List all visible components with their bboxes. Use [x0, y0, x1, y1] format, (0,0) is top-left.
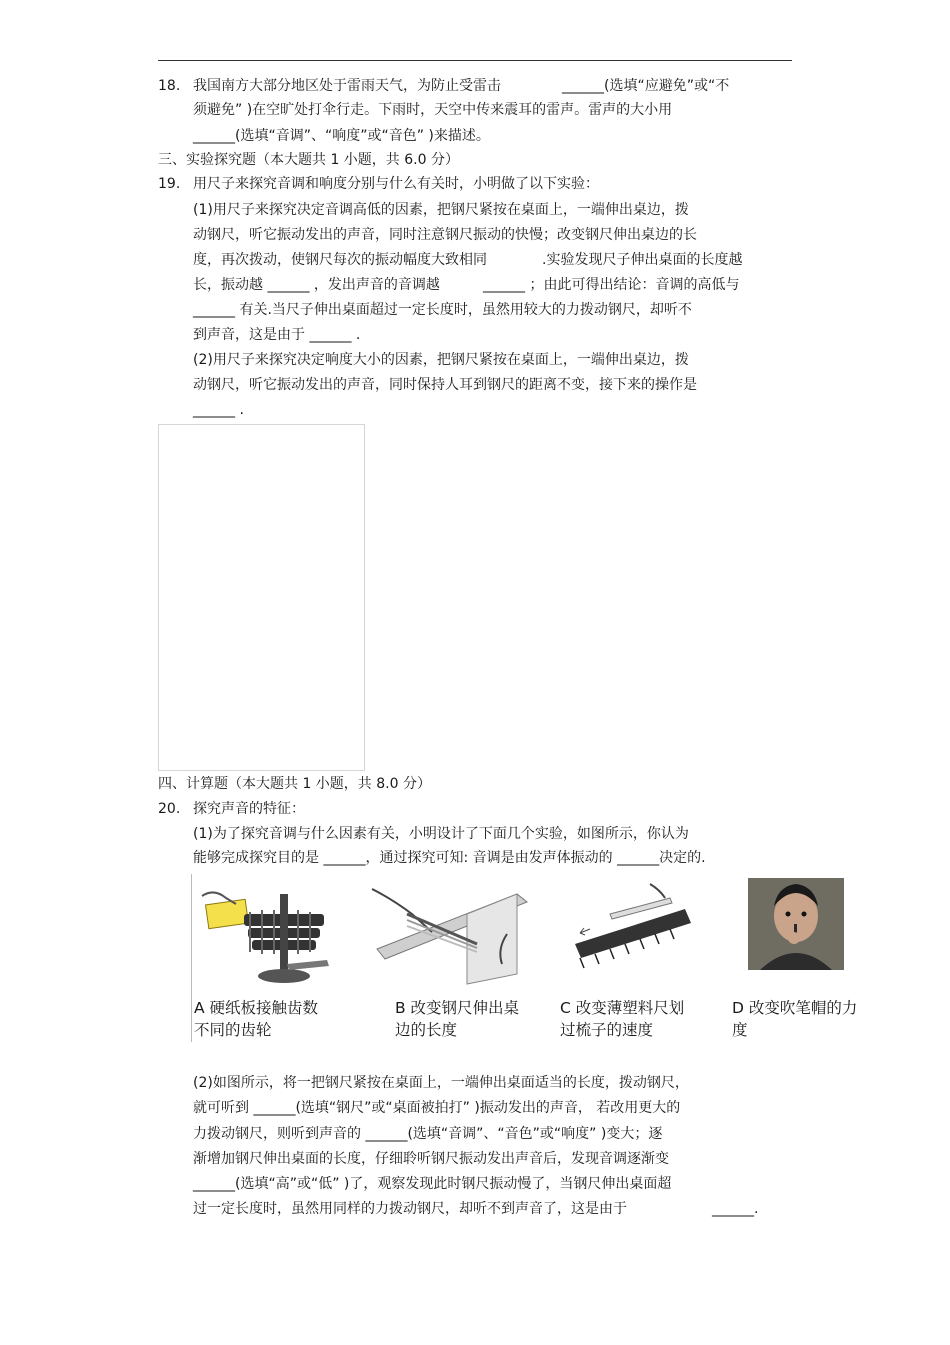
q19-p2-line1: (2)用尺子来探究决定响度大小的因素，把钢尺紧按在桌面上，一端伸出桌边，拨: [193, 352, 689, 368]
panel-c: [550, 874, 720, 1042]
q20-p1-line2: 能够完成探究目的是 ______，通过探究可知: 音调是由发声体振动的 ______决定的.: [193, 850, 706, 866]
caption-a: A 硬纸板接触齿数 不同的齿轮: [194, 999, 319, 1039]
boy-photo-illustration: [732, 874, 876, 994]
panel-a: [192, 874, 357, 1042]
q19-p2-line2: 动钢尺，听它振动发出的声音，同时保持人耳到钢尺的距离不变，接下来的操作是: [193, 377, 697, 393]
gear-wheels-illustration: [192, 874, 357, 994]
q19-p1-line4a: 长，振动越 ______ ，发出声音的音调越: [193, 277, 440, 293]
q19-p1-line5: ______ 有关.当尺子伸出桌面超过一定长度时，虽然用较大的力拨动钢尺，却听不: [193, 302, 692, 318]
header-rule: [158, 60, 792, 61]
q18-line1b: ______(选填“应避免”或“不: [562, 78, 730, 94]
q19-p1-line2: 动钢尺，听它振动发出的声音，同时注意钢尺振动的快慢；改变钢尺伸出桌边的长: [193, 227, 697, 243]
q20-intro: 探究声音的特征：: [193, 801, 305, 817]
q19-number: 19.: [158, 176, 181, 192]
q18-line3: ______(选填“音调”、“响度”或“音色” )来描述。: [193, 128, 490, 144]
section4-title: 四、计算题（本大题共 1 小题，共 8.0 分）: [158, 776, 431, 792]
q19-p1-line4b: ______ ；由此可得出结论：音调的高低与: [483, 277, 740, 293]
q19-p1-line3a: 度，再次拨动，使钢尺每次的振动幅度大致相同: [193, 252, 487, 268]
q19-p1-line3b: .实验发现尺子伸出桌面的长度越: [542, 252, 743, 268]
q20-p2-line5: ______(选填“高”或“低” )了，观察发现此时钢尺振动慢了，当钢尺伸出桌面超: [193, 1176, 672, 1192]
q18-number: 18.: [158, 78, 181, 94]
q19-p1-line6: 到声音，这是由于 ______ .: [193, 327, 361, 343]
q20-p2-line6b: ______.: [712, 1201, 759, 1217]
q19-figure-placeholder: [158, 424, 365, 771]
q20-p2-line4: 渐增加钢尺伸出桌面的长度，仔细聆听钢尺振动发出声音后，发现音调逐渐变: [193, 1151, 669, 1167]
section3-title: 三、实验探究题（本大题共 1 小题，共 6.0 分）: [158, 152, 459, 168]
q18-line1a: 我国南方大部分地区处于雷雨天气，为防止受雷击: [193, 78, 501, 94]
caption-d: D 改变吹笔帽的力 度: [732, 999, 858, 1039]
experiment-figure: [191, 874, 876, 1042]
caption-b: B 改变钢尺伸出桌 边的长度: [395, 999, 520, 1039]
q20-p2-line2: 就可听到 ______(选填“钢尺”或“桌面被拍打” )振动发出的声音， 若改用更大的: [193, 1100, 681, 1116]
panel-b: [367, 874, 537, 1042]
panel-d: [732, 874, 876, 1042]
q19-p2-line3: ______ .: [193, 402, 244, 418]
q20-p2-line1: (2)如图所示，将一把钢尺紧按在桌面上，一端伸出桌面适当的长度，拨动钢尺，: [193, 1075, 689, 1091]
q20-p1-line1: (1)为了探究音调与什么因素有关，小明设计了下面几个实验，如图所示，你认为: [193, 826, 689, 842]
caption-c: C 改变薄塑料尺划 过梳子的速度: [560, 999, 685, 1039]
q20-p2-line6a: 过一定长度时，虽然用同样的力拨动钢尺，却听不到声音了，这是由于: [193, 1201, 627, 1217]
comb-illustration: [550, 874, 720, 994]
q20-p2-line3: 力拨动钢尺，则听到声音的 ______(选填“音调”、“音色”或“响度” )变大；逐: [193, 1126, 663, 1142]
q19-p1-line1: (1)用尺子来探究决定音调高低的因素，把钢尺紧按在桌面上，一端伸出桌边，拨: [193, 202, 689, 218]
q20-number: 20.: [158, 801, 181, 817]
steel-ruler-illustration: [367, 874, 537, 994]
q19-intro: 用尺子来探究音调和响度分别与什么有关时，小明做了以下实验：: [193, 176, 599, 192]
q18-line2: 须避免” )在空旷处打伞行走。下雨时，天空中传来震耳的雷声。雷声的大小用: [193, 102, 673, 118]
